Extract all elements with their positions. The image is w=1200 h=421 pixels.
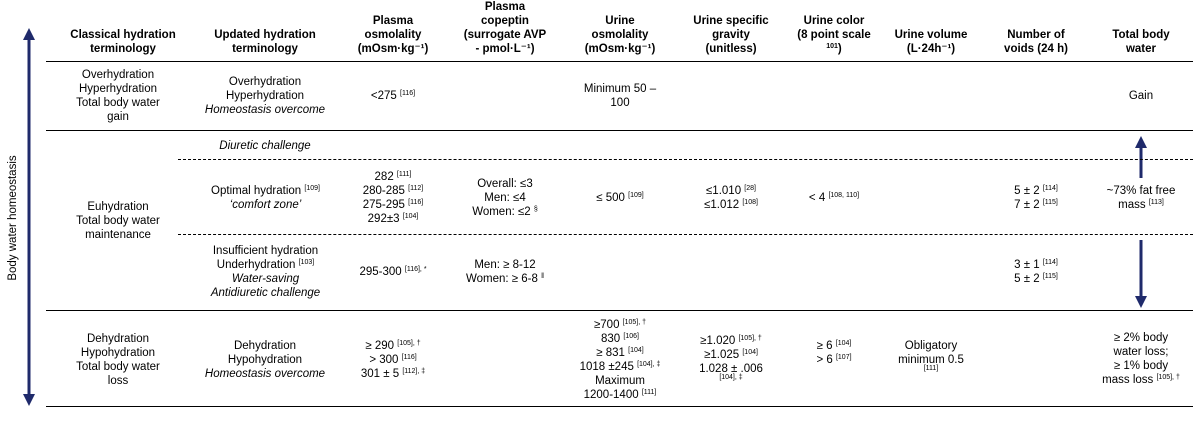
diuretic-challenge-label: Diuretic challenge [219, 140, 311, 152]
optimal-copeptin: Overall: ≤3 Men: ≤4 Women: ≤2 § [472, 178, 538, 218]
header-classical: Classical hydration terminology [70, 29, 176, 55]
optimal-tbw: ~73% fat free mass [113] [1086, 184, 1196, 212]
dehydration-rule [46, 406, 1193, 407]
dehydration-usg: ≥1.020 $^{[105], \dagger}$ ≥1.025 [104] 1.028 ± .006 $^{[104], \ddagger}$ [699, 335, 763, 381]
header-urine-volume: Urine volume (L·24h⁻¹) [894, 29, 968, 55]
optimal-urine-osmolality: ≤ 500 [109] [596, 192, 644, 204]
dehydration-classical: Dehydration Hypohydration Total body water loss [76, 333, 160, 387]
overhydration-tbw: Gain [1128, 90, 1154, 102]
dehydration-updated: Dehydration Hypohydration Homeostasis overcome [204, 340, 326, 380]
euhydration-classical: Euhydration Total body water maintenance [76, 201, 160, 241]
overhydration-plasma-osmolality: <275 [116] [370, 90, 416, 102]
header-updated: Updated hydration terminology [214, 29, 316, 55]
euhydration-rule [46, 310, 1193, 311]
dehydration-plasma-osmolality: ≥ 290 $^{[105], \dagger}$ > 300 [116] 301 ± 5 $^{[112], \ddagger}$ [360, 340, 426, 380]
overhydration-rule [46, 130, 1193, 131]
optimal-dashed-rule [178, 234, 1193, 235]
homeostasis-double-arrow [23, 28, 35, 406]
dehydration-urine-color: ≥ 6 [104] > 6 [107] [816, 340, 852, 366]
header-plasma-osmolality: Plasma osmolality (mOsm·kg⁻¹) [357, 15, 429, 55]
overhydration-urine-osmolality: Minimum 50 – 100 [583, 83, 657, 109]
header-rule [46, 61, 1193, 62]
header-copeptin: Plasma copeptin (surrogate AVP - pmol·L⁻¹) [463, 1, 547, 55]
dehydration-urine-osmolality: ≥700 $^{[105], \dagger}$ 830 [106] ≥ 831 [104] 1018 ±245 $^{[104], \ddagger}$ Maximum 1200-1400 [111] [579, 319, 661, 401]
header-number-of-voids: Number of voids (24 h) [1004, 29, 1068, 55]
dehydration-tbw: ≥ 2% body water loss; ≥ 1% body mass loss $^{[105], \dagger}$ [1102, 332, 1180, 386]
optimal-updated: Optimal hydration [109] ‘comfort zone’ [211, 185, 320, 211]
dehydration-urine-volume: Obligatory minimum 0.5 [111] [898, 340, 964, 372]
header-urine-specific-gravity: Urine specific gravity (unitless) [693, 15, 769, 55]
header-total-body-water: Total body water [1112, 29, 1170, 55]
tbw-up-arrow [1135, 136, 1147, 178]
optimal-plasma-osmolality: 282 [111] 280-285 [112] 275-295 [116] 292±3 [104] [362, 171, 424, 225]
overhydration-classical: Overhydration Hyperhydration Total body water gain [76, 69, 160, 123]
header-urine-osmolality: Urine osmolality (mOsm·kg⁻¹) [584, 15, 656, 55]
optimal-usg: ≤1.010 [28] ≤1.012 [108] [704, 185, 758, 211]
overhydration-updated: Overhydration Hyperhydration Homeostasis overcome [204, 76, 326, 116]
insufficient-plasma-osmolality: 295-300 $^{[116], *}$ [359, 266, 427, 278]
tbw-down-arrow [1135, 240, 1147, 308]
side-label: Body water homeostasis [7, 155, 19, 281]
insufficient-voids: 3 ± 1 [114] 5 ± 2 [115] [1014, 259, 1058, 285]
insufficient-copeptin: Men: ≥ 8-12 Women: ≥ 6-8 ‖ [465, 259, 545, 285]
header-urine-color: Urine color (8 point scale $^{101}$) [797, 15, 871, 55]
diuretic-dashed-rule [178, 159, 1193, 160]
insufficient-updated: Insufficient hydration Underhydration [103] Water-saving Antidiuretic challenge [210, 245, 321, 299]
optimal-urine-color: < 4 [108, 110] [808, 192, 860, 204]
optimal-voids: 5 ± 2 [114] 7 ± 2 [115] [1014, 185, 1058, 211]
